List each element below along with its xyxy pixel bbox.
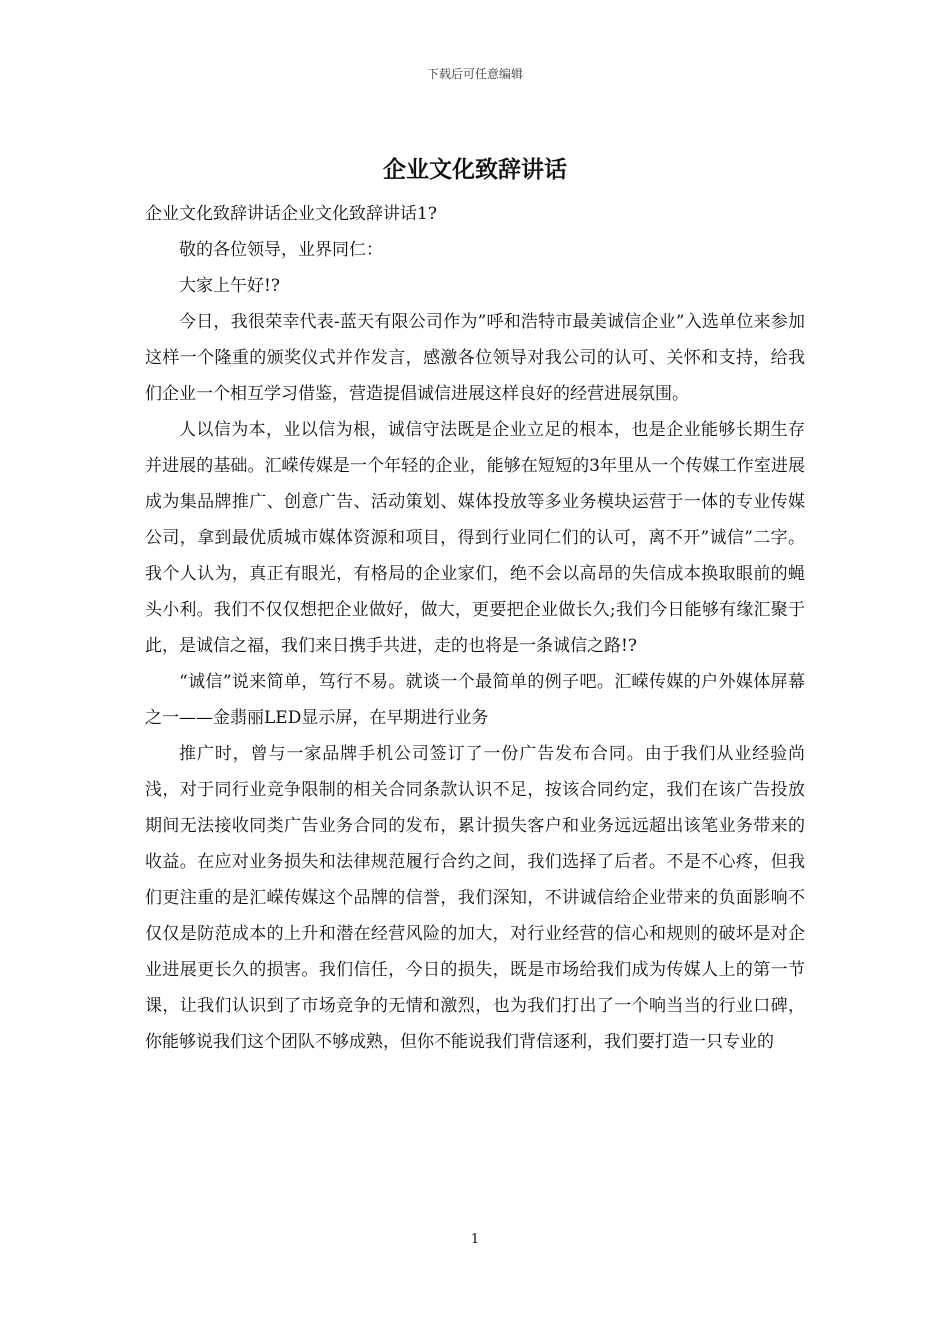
paragraph-intro: 企业文化致辞讲话企业文化致辞讲话1? xyxy=(145,204,437,224)
document-body xyxy=(145,196,805,1060)
paragraph: “诚信”说来简单，笃行不易。就谈一个最简单的例子吧。汇嵘传媒的户外媒体屏幕之一——金翡丽LED显示屏，在早期进行业务 xyxy=(145,672,805,728)
document-title: 企业文化致辞讲话 xyxy=(383,156,567,183)
page-number: 1 xyxy=(470,1232,480,1247)
paragraph: 今日，我很荣幸代表-蓝天有限公司作为”呼和浩特市最美诚信企业”入选单位来参加这样一个隆重的颁奖仪式并作发言，感激各位领导对我公司的认可、关怀和支持，给我们企业一个相互学习借鉴，营造提倡诚信进展这样良好的经营进展氛围。 xyxy=(145,312,805,404)
paragraph-greeting: 大家上午好!? xyxy=(179,276,280,296)
page-header: 下载后可任意编辑 xyxy=(426,67,523,81)
paragraph: 推广时，曾与一家品牌手机公司签订了一份广告发布合同。由于我们从业经验尚浅，对于同行业竞争限制的相关合同条款认识不足，按该合同约定，我们在该广告投放期间无法接收同类广告业务合同的发布，累计损失客户和业务远远超出该笔业务带来的收益。在应对业务损失和法律规范履行合约之间，我们选择了后者。不是不心疼，但我们更注重的是汇嵘传媒这个品牌的信誉，我们深知，不讲诚信给企业带来的负面影响不仅仅是防范成本的上升和潜在经营风险的加大，对行业经营的信心和规则的破坏是对企业进展更长久的损害。我们信任，今日的损失，既是市场给我们成为传媒人上的第一节课，让我们认识到了市场竞争的无情和激烈，也为我们打出了一个响当当的行业口碑，你能够说我们这个团队不够成熟，但你不能说我们背信逐利，我们要打造一只专业的 xyxy=(145,744,805,1052)
paragraph-salutation: 敬的各位领导，业界同仁： xyxy=(179,240,383,260)
paragraph: 人以信为本，业以信为根，诚信守法既是企业立足的根本，也是企业能够长期生存并进展的基础。汇嵘传媒是一个年轻的企业，能够在短短的3年里从一个传媒工作室进展成为集品牌推广、创意广告、活动策划、媒体投放等多业务模块运营于一体的专业传媒公司，拿到最优质城市媒体资源和项目，得到行业同仁们的认可，离不开”诚信”二字。我个人认为，真正有眼光，有格局的企业家们，绝不会以高昂的失信成本换取眼前的蝇头小利。我们不仅仅想把企业做好，做大，更要把企业做长久;我们今日能够有缘汇聚于此，是诚信之福，我们来日携手共进，走的也将是一条诚信之路!? xyxy=(145,420,805,656)
